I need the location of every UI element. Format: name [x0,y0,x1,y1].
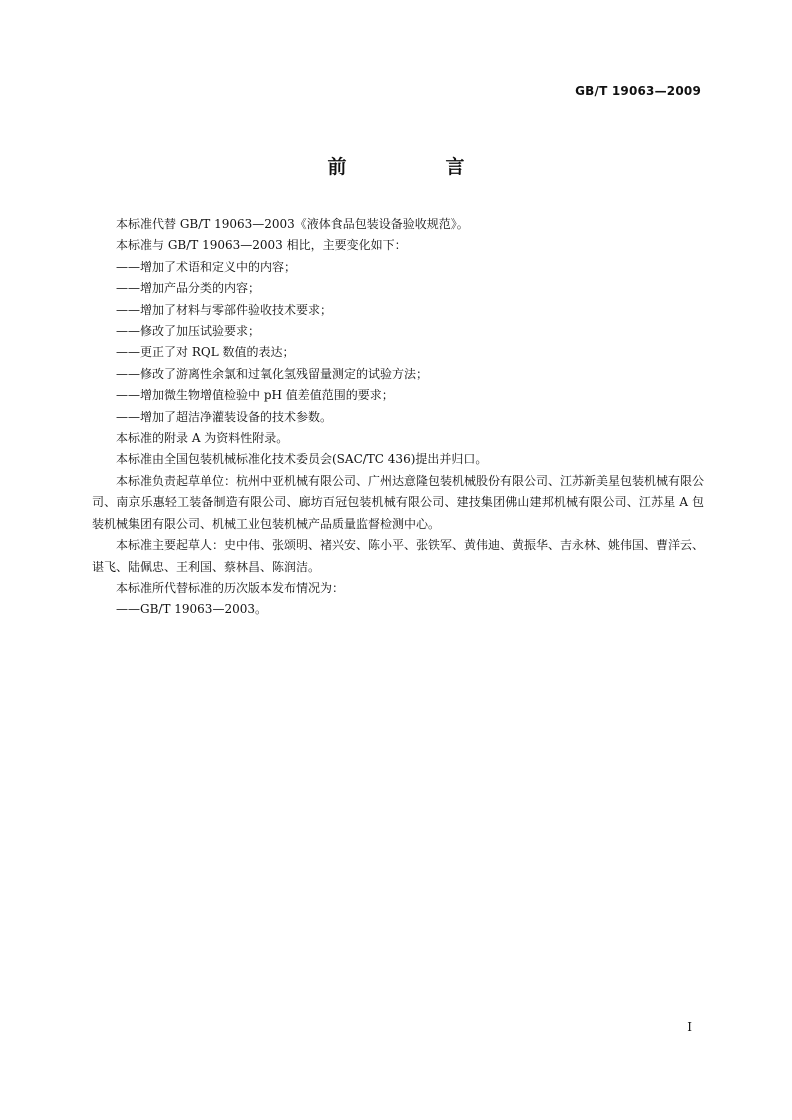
page-number: I [687,1020,692,1034]
change-item: ——增加了超洁净灌装设备的技术参数。 [116,409,333,424]
paragraph-proposer: 本标准由全国包装机械标准化技术委员会(SAC/TC 436)提出并归口。 [116,452,488,467]
change-item: ——增加产品分类的内容； [116,281,261,296]
change-item: ——修改了游离性余氯和过氧化氢残留量测定的试验方法； [116,366,429,381]
history-item: ——GB/T 19063—2003。 [116,602,267,617]
paragraph-drafting-units: 本标准负责起草单位：杭州中亚机械有限公司、广州达意隆包装机械股份有限公司、江苏新美星包装机械有限公司、南京乐惠轻工装备制造有限公司、廊坊百冠包装机械有限公司、建技集团佛山建邦机械有限公司、江苏星 A 包装机械集团有限公司、机械工业包装机械产品质量监督检测中心。 [92,473,705,531]
standard-code: GB/T 19063—2009 [575,84,701,98]
change-item: ——更正了对 RQL 数值的表达； [116,345,295,360]
paragraph-changes-intro: 本标准与 GB/T 19063—2003 相比，主要变化如下： [116,238,407,253]
change-item: ——修改了加压试验要求； [116,324,261,339]
paragraph-history-intro: 本标准所代替标准的历次版本发布情况为： [116,580,345,595]
change-item: ——增加微生物增值检验中 pH 值差值范围的要求； [116,388,394,403]
paragraph-drafters: 本标准主要起草人：史中伟、张颂明、褚兴安、陈小平、张铁军、黄伟迪、黄振华、吉永林、姚伟国、曹洋云、谌飞、陆佩忠、王利国、蔡林昌、陈润洁。 [92,538,705,574]
paragraph-appendix: 本标准的附录 A 为资料性附录。 [116,431,289,446]
paragraph-replaces: 本标准代替 GB/T 19063—2003《液体食品包装设备验收规范》。 [116,217,469,231]
change-item: ——增加了术语和定义中的内容； [116,259,297,274]
page-title: 前 言 [327,156,505,178]
change-item: ——增加了材料与零部件验收技术要求； [116,302,333,317]
document-body [92,214,704,621]
